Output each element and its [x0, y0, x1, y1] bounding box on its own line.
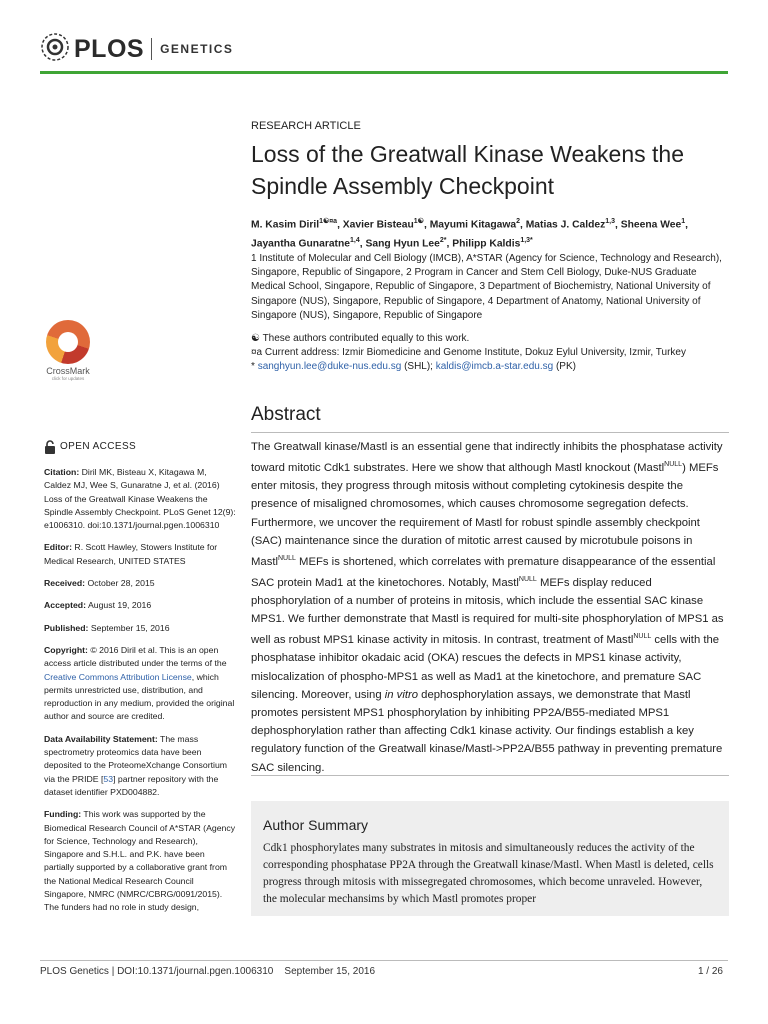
- crossmark-label: CrossMark: [46, 366, 90, 376]
- accepted-block: Accepted: August 19, 2016: [44, 600, 152, 611]
- author-name[interactable]: Mayumi Kitagawa: [429, 219, 517, 231]
- page-number: 1 / 26: [697, 966, 723, 977]
- author-name[interactable]: Sang Hyun Lee: [365, 238, 440, 250]
- author-name[interactable]: Xavier Bisteau: [342, 219, 414, 231]
- author-name[interactable]: M. Kasim Diril: [251, 219, 320, 231]
- published-block: Published: September 15, 2016: [44, 622, 170, 633]
- footer-rule: [40, 960, 728, 961]
- crossmark-icon: [46, 320, 90, 364]
- crossmark-badge[interactable]: [44, 320, 92, 381]
- author-list: M. Kasim Diril$^{1☯¤a}$, Xavier Bisteau$^{1☯}$, Mayumi Kitagawa$^2$, Matias J. Caldez$^{1,3}$, Sheena Wee$^1$, Jayantha Gunaratne$^{1,4}$, Sang Hyun Lee$^{2*}$, Philipp Kaldis$^{1,3*}$: [251, 218, 689, 250]
- correspondence: [251, 360, 729, 374]
- citation-text: Diril MK, Bisteau X, Kitagawa M, Caldez MJ, Wee S, Gunaratne J, et al. (2016) Loss of the Greatwall Kinase Weakens the Spindle Assembly Checkpoint. PLoS Genet 12(9): e1006310. doi:10.1371/journal.pgen.1006310: [44, 467, 236, 531]
- author-affil: 1☯: [413, 218, 424, 225]
- copyright-block: Copyright: © 2016 Diril et al. This is an open access article distributed under the terms of the Creative Commons Attribution License, which permits unrestricted use, distribution, and reproduction in any medium, provided the original author and source are credited.: [44, 644, 235, 722]
- accepted-date: August 19, 2016: [87, 600, 152, 611]
- editor-text: R. Scott Hawley, Stowers Institute for Medical Research, UNITED STATES: [44, 542, 218, 566]
- abstract-heading: Abstract: [251, 404, 321, 425]
- abstract-divider: [251, 432, 729, 433]
- author-name[interactable]: Jayantha Gunaratne: [251, 238, 350, 250]
- article-title: Loss of the Greatwall Kinase Weakens the Spindle Assembly Checkpoint: [251, 141, 684, 199]
- affiliations: 1 Institute of Molecular and Cell Biology (IMCB), A*STAR (Agency for Science, Technology and Research), Singapore, Republic of Singapore, 2 Program in Cancer and Stem Cell Biology, Duke-NUS Graduate Medical School, Singapore, Republic of Singapore, 3 Department of Biochemistry, National University of Singapore (NUS), Singapore, Republic of Singapore, 4 Department of Anatomy, National University of Singapore (NUS), Singapore, Republic of Singapore: [251, 253, 722, 321]
- open-lock-icon: [44, 440, 56, 454]
- crossmark-sublabel: click for updates: [51, 376, 85, 381]
- abstract-divider: [251, 775, 729, 776]
- logo-text: PLOS: [74, 34, 145, 63]
- data-availability-block: Data Availability Statement: The mass spectrometry proteomics data have been deposited to the ProteomeXchange Consortium via the PRIDE [53] partner repository with the dataset identifier PXD004882.: [44, 733, 228, 797]
- current-address-note: ¤a Current address: Izmir Biomedicine and Genome Institute, Dokuz Eylul University, Izmir, Turkey: [251, 347, 686, 358]
- asterisk: *: [251, 361, 255, 372]
- email-tag: (SHL);: [404, 361, 433, 372]
- email-link-lee[interactable]: sanghyun.lee@duke-nus.edu.sg: [257, 361, 402, 372]
- author-notes: [251, 332, 729, 374]
- author-affil: 2: [516, 218, 520, 225]
- author-affil: 1: [681, 218, 686, 225]
- received-date: October 28, 2015: [87, 578, 155, 589]
- author-affil: 1,3: [605, 218, 616, 225]
- author-affil: 1,4: [350, 237, 360, 245]
- header-rule: [40, 71, 728, 74]
- license-link[interactable]: Creative Commons Attribution License: [44, 671, 192, 682]
- article-sidebar: [44, 440, 236, 924]
- equal-contribution-note: ☯ These authors contributed equally to this work.: [251, 333, 470, 344]
- received-block: Received: October 28, 2015: [44, 578, 155, 589]
- plos-logo-icon: [40, 32, 70, 67]
- email-tag: (PK): [555, 361, 576, 372]
- journal-name: GENETICS: [160, 42, 234, 56]
- author-name[interactable]: Philipp Kaldis: [452, 238, 521, 250]
- email-link-kaldis[interactable]: kaldis@imcb.a-star.edu.sg: [435, 361, 554, 372]
- author-affil: 2*: [439, 237, 447, 245]
- reference-link[interactable]: 53: [103, 773, 114, 784]
- citation-block: Citation: Diril MK, Bisteau X, Kitagawa M, Caldez MJ, Wee S, Gunaratne J, et al. (2016) Loss of the Greatwall Kinase Weakens the Spindle Assembly Checkpoint. PLoS Genet 12(9): e1006310. doi:10.1371/journal.pgen.1006310: [44, 467, 236, 531]
- author-affil: 1,3*: [520, 237, 533, 245]
- abstract-body: The Greatwall kinase/Mastl is an essential gene that indirectly inhibits the phosphatase activity toward mitotic Cdk1 substrates. Here we show that although Mastl knockout (Mastl$^{NULL}$) MEFs enter mitosis, they progress through mitosis without completing cytokinesis despite the presence of misaligned chromosomes, which causes chromosome segregation defects. Furthermore, we uncover the requirement of Mastl for robust spindle assembly checkpoint (SAC) maintenance since the duration of mitotic arrest caused by microtubule poisons in Mastl$^{NULL}$ MEFs is shortened, which correlates with premature disappearance of the essential SAC protein Mad1 at the kinetochores. Notably, Mastl$^{NULL}$ MEFs display reduced phosphorylation of a number of proteins in mitosis, which include the essential SAC kinase MPS1. We further demonstrate that Mastl is required for multi-site phosphorylation of MPS1 as well as robust MPS1 kinase activity in mitosis. In contrast, treatment of Mastl$^{NULL}$ cells with the phosphatase inhibitor okadaic acid (OKA) rescues the defects in MPS1 kinase activity, mislocalization of phospho-MPS1 as well as Mad1 at the kinetochore, and premature SAC silencing. Moreover, using in vitro dephosphorylation assays, we demonstrate that Mastl promotes persistent MPS1 phosphorylation by inhibiting PP2A/B55-mediated MPS1 dephosphorylation rather than affecting Cdk1 kinase activity. Our findings establish a key regulatory function of the Greatwall kinase/Mastl->PP2A/B55 pathway in preventing premature SAC silencing.: [251, 441, 724, 774]
- funding-text: This work was supported by the Biomedical Research Council of A*STAR (Agency for Science, Technology and Research), Singapore and S.H.L. and P.K. have been partially supported by a collaborative grant from the National Medical Research Council Singapore, NMRC (NMRC/CBRG/0091/2015). The funders had no role in study design,: [44, 809, 236, 913]
- author-summary-heading: Author Summary: [263, 817, 369, 833]
- open-access-label: OPEN ACCESS: [60, 441, 137, 453]
- author-name[interactable]: Sheena Wee: [620, 219, 682, 231]
- funding-block: Funding: This work was supported by the Biomedical Research Council of A*STAR (Agency for Science, Technology and Research), Singapore and S.H.L. and P.K. have been partially supported by a collaborative grant from the National Medical Research Council Singapore, NMRC (NMRC/CBRG/0091/2015). The funders had no role in study design,: [44, 809, 236, 913]
- author-name[interactable]: Matias J. Caldez: [525, 219, 606, 231]
- open-access-badge: [44, 440, 236, 454]
- editor-block: Editor: R. Scott Hawley, Stowers Institute for Medical Research, UNITED STATES: [44, 542, 218, 566]
- footer-citation: PLOS Genetics | DOI:10.1371/journal.pgen.1006310 September 15, 2016: [40, 966, 376, 977]
- author-summary-text: Cdk1 phosphorylates many substrates in mitosis and simultaneously reduces the activity of the corresponding phosphatase PP2A through the Greatwall kinase/Mastl. When Mastl is deleted, cells progress through mitosis with missegregated chromosomes, which become unraveled. However, the molecular mechansims by which Mastl promotes proper: [263, 842, 714, 905]
- logo-divider: [151, 38, 152, 60]
- article-type: RESEARCH ARTICLE: [251, 120, 361, 132]
- published-date: September 15, 2016: [90, 622, 170, 633]
- journal-logo: [40, 34, 233, 64]
- author-affil: 1☯¤a: [319, 218, 338, 225]
